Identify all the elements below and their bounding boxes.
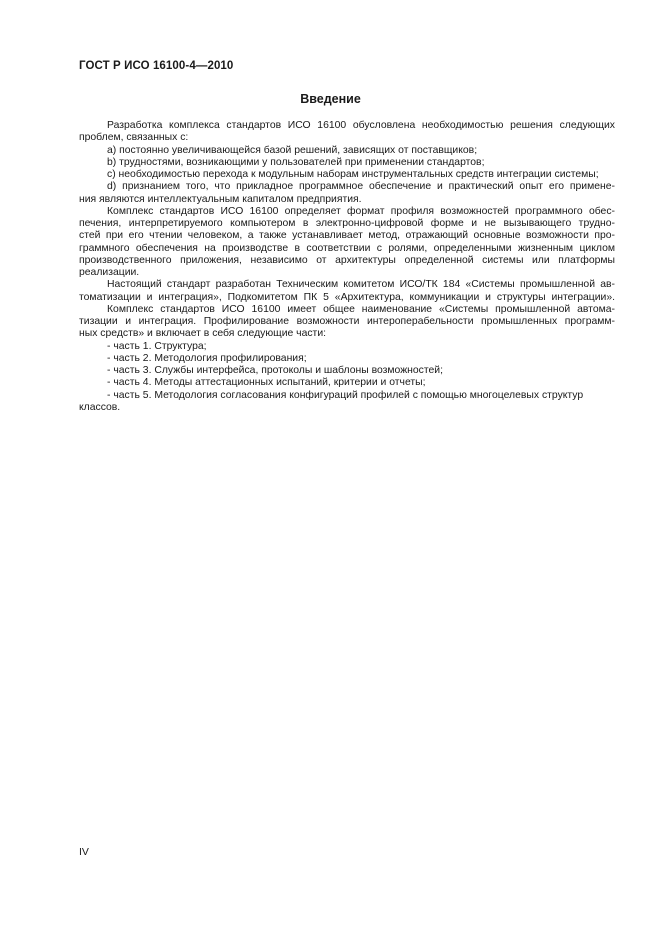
text-line: - часть 5. Методология согласования конфигураций профилей с помощью многоцелевых структур [107, 389, 584, 401]
introduction-body [79, 120, 615, 414]
text-line: - часть 1. Структура; [107, 340, 207, 352]
text-line: - часть 3. Службы интерфейса, протоколы и шаблоны возможностей; [107, 365, 443, 376]
document-code-header: ГОСТ Р ИСО 16100-4—2010 [79, 60, 234, 72]
text-line: ния являются интеллектуальным капиталом предприятия. [79, 193, 362, 205]
text-line: проблем, связанных с: [79, 132, 189, 144]
text-line: печения, интерпретируемого компьютером в электронно-цифровой форме и не вызывающего трудно- [79, 218, 615, 229]
text-line: а) постоянно увеличивающейся базой решений, зависящих от поставщиков; [107, 144, 478, 156]
text-line: тизации и интеграция. Профилирование возможности интероперабельности промышленных программ- [79, 316, 615, 327]
text-line: с) необходимостью перехода к модульным наборам инструментальных средств интеграции системы; [107, 169, 599, 180]
text-line: томатизации и интеграция», Подкомитетом ПК 5 «Архитектура, коммуникации и структуры интеграции». [79, 291, 615, 303]
text-line: b) трудностями, возникающими у пользователей при применении стандартов; [107, 156, 485, 168]
text-line: Настоящий стандарт разработан Техническим комитетом ИСО/ТК 184 «Системы промышленной ав- [107, 279, 615, 291]
text-line: реализации. [79, 267, 140, 278]
text-line: Разработка комплекса стандартов ИСО 16100 обусловлена необходимостью решения следующих [107, 120, 615, 131]
text-line: - часть 2. Методология профилирования; [107, 352, 307, 364]
text-line: Комплекс стандартов ИСО 16100 имеет общее наименование «Системы промышленной автома- [107, 303, 615, 315]
text-line: ных средств» и включает в себя следующие части: [79, 328, 327, 340]
text-line: классов. [79, 401, 121, 413]
text-line: Комплекс стандартов ИСО 16100 определяет формат профиля возможностей программного обес- [107, 205, 615, 217]
text-line: граммного обеспечения на производстве в соответствии с ролями, определенными жизненным циклом [79, 242, 615, 254]
text-line: - часть 4. Методы аттестационных испытаний, критерии и отчеты; [107, 377, 426, 389]
page-number: IV [79, 846, 89, 858]
text-line: d) признанием того, что прикладное программное обеспечение и практический опыт его примене- [107, 181, 615, 193]
text-line: производственного приложения, независимо от архитектуры определенной системы или платформы [79, 254, 615, 266]
text-line: стей при его чтении человеком, а также устанавливает метод, отражающий основные возможности про- [79, 230, 615, 242]
section-title: Введение [300, 92, 361, 106]
